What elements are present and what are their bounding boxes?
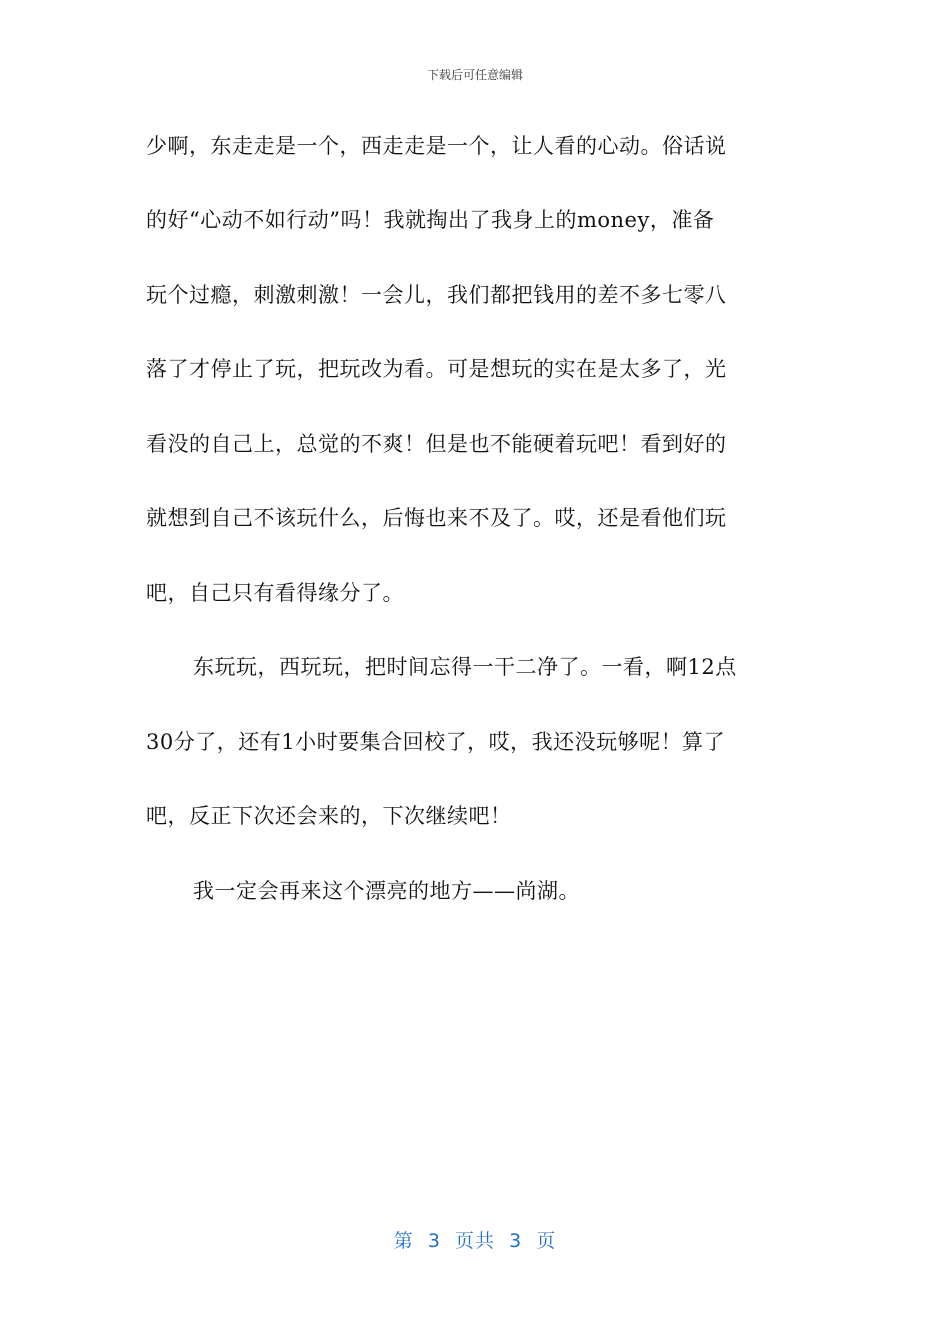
body-line: 少啊，东走走是一个，西走走是一个，让人看的心动。俗话说 — [146, 134, 727, 158]
body-line: 的好“心动不如行动”吗！我就掏出了我身上的money，准备 — [146, 208, 715, 232]
body-line: 落了才停止了玩，把玩改为看。可是想玩的实在是太多了，光 — [146, 357, 727, 381]
body-line: 就想到自己不该玩什么，后悔也来不及了。哎，还是看他们玩 — [146, 506, 727, 530]
body-line: 我一定会再来这个漂亮的地方——尚湖。 — [193, 879, 580, 903]
body-line: 30分了，还有1小时要集合回校了，哎，我还没玩够呢！算了 — [146, 730, 726, 754]
body-line: 吧，反正下次还会来的，下次继续吧！ — [146, 804, 512, 828]
body-line: 看没的自己上，总觉的不爽！但是也不能硬着玩吧！看到好的 — [146, 432, 727, 456]
header-note: 下载后可任意编辑 — [426, 68, 523, 82]
body-line: 玩个过瘾，刺激刺激！一会儿，我们都把钱用的差不多七零八 — [146, 283, 727, 307]
body-line: 吧，自己只有看得缘分了。 — [146, 581, 404, 605]
page-number-footer — [0, 1226, 950, 1253]
page-number-text: 第 3 页共 3 页 — [393, 1230, 557, 1252]
body-line: 东玩玩，西玩玩，把时间忘得一干二净了。一看，啊12点 — [193, 655, 737, 679]
